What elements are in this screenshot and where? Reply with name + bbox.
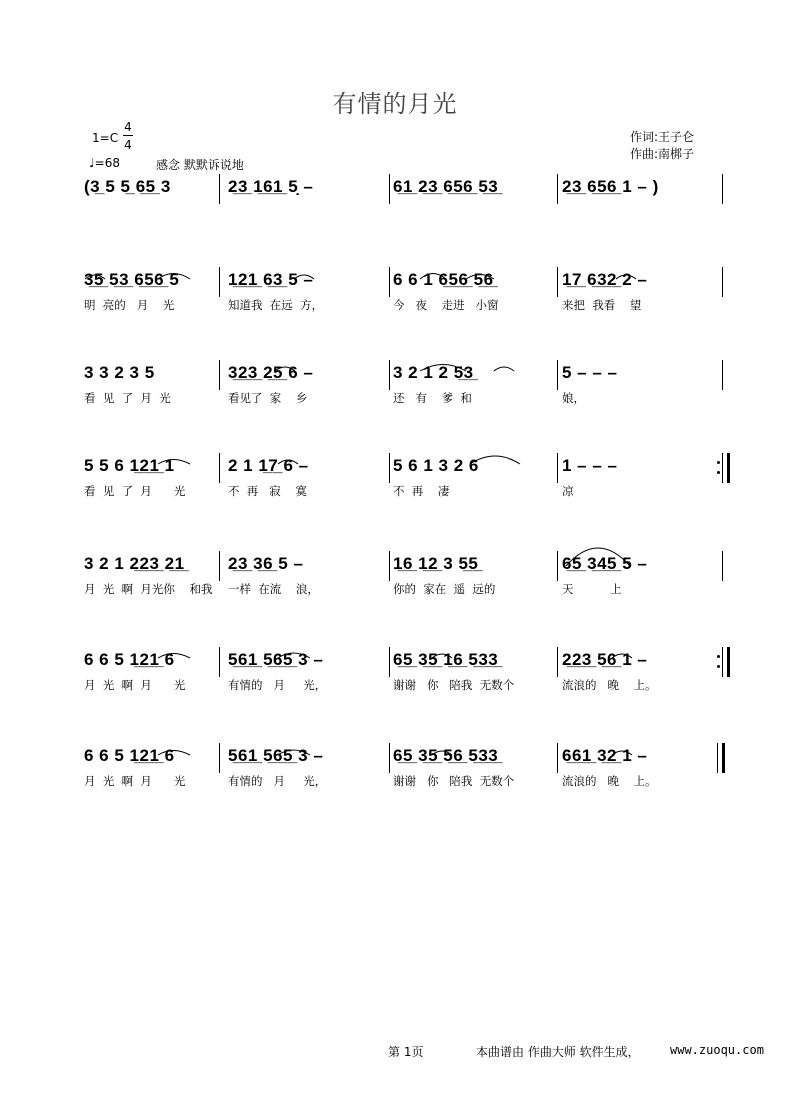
measure-lyrics: 知道我 在远 方，: [228, 298, 324, 312]
measure-lyrics: 谢谢 你 陪我 无数个: [393, 774, 515, 788]
bar-line: [722, 647, 723, 677]
score-system: [0, 457, 790, 505]
measure-notes: 1̲6̲ 1̲2̲ 3 5̲5̲: [393, 554, 479, 573]
bar-line: [557, 551, 558, 581]
bar-line: [389, 743, 390, 773]
bar-line: [389, 453, 390, 483]
measure-notes: 2̲2̲3̲ 5̲6̲ 1 –: [562, 650, 648, 669]
measure-lyrics: 有情的 月 光，: [228, 774, 327, 788]
measure-lyrics: 你的 家在 遥 远的: [393, 582, 496, 596]
measure-notes: 2̲3̲ 6̲5̲6̲ 1 – ): [562, 177, 659, 196]
measure-notes: 2 1 1̲7̲ 6 –: [228, 456, 309, 475]
time-signature-line: [123, 135, 133, 136]
bar-line: [219, 551, 220, 581]
measure-lyrics: 今 夜 走进 小窗: [393, 298, 499, 312]
measure-lyrics: 娘，: [562, 391, 585, 405]
measure-lyrics: 天 上: [562, 582, 622, 596]
measure-lyrics: 谢谢 你 陪我 无数个: [393, 678, 515, 692]
time-signature-top: 4: [124, 120, 132, 134]
page-number: 第 1页: [388, 1045, 424, 1059]
website-url: www.zuoqu.com: [670, 1043, 764, 1057]
expression-mark: 感念 默默诉说地: [156, 158, 244, 172]
measure-lyrics: 有情的 月 光，: [228, 678, 327, 692]
bar-line: [219, 267, 220, 297]
bar-line: [557, 647, 558, 677]
measure-notes: 3̲2̲3̲ 2̲5̲ 6 –: [228, 363, 314, 382]
measure-lyrics: 来把 我看 望: [562, 298, 642, 312]
bar-line: [557, 453, 558, 483]
bar-line: [722, 360, 723, 390]
bar-line: [557, 743, 558, 773]
bar-line: [389, 360, 390, 390]
bar-line: [557, 174, 558, 204]
bar-line: [219, 174, 220, 204]
measure-notes: 1̲7̲ 6̲3̲2̲ 2 –: [562, 270, 648, 289]
bar-line: [722, 174, 723, 204]
bar-line: [389, 267, 390, 297]
measure-notes: 1 – – –: [562, 456, 618, 475]
measure-notes: 6̲5̲ 3̲5̲ 1̲6̲ 5̲3̲3̲: [393, 650, 499, 669]
repeat-bar-line: [727, 453, 730, 483]
time-signature-bottom: 4: [124, 138, 132, 152]
measure-notes: 5̲6̲1̲ 5̲6̲5̲ 3 –: [228, 650, 324, 669]
bar-line: [219, 360, 220, 390]
measure-lyrics: 不 再 凄: [393, 484, 450, 498]
measure-notes: 3 2 1 2 5̲3̲: [393, 363, 474, 382]
measure-notes: 3 2 1 2̲2̲3̲ 2̲1̲: [84, 554, 185, 573]
measure-lyrics: 看 见 了 月 光: [84, 391, 171, 405]
measure-lyrics: 明 亮的 月 光: [84, 298, 175, 312]
measure-lyrics: 月 光 啊 月 光: [84, 678, 186, 692]
key-signature: 1=C: [92, 131, 119, 145]
software-credit: 本曲谱由 作曲大师 软件生成，: [476, 1045, 640, 1059]
score-system: [0, 747, 790, 795]
bar-line: [389, 647, 390, 677]
measure-notes: 6 6 5 1̲2̲1̲ 6: [84, 650, 175, 669]
bar-line: [557, 360, 558, 390]
measure-notes: 6̲5̲ 3̲4̲5̲ 5 –: [562, 554, 648, 573]
measure-lyrics: 流浪的 晚 上。: [562, 774, 657, 788]
measure-notes: 3 3 2 3 5: [84, 363, 155, 382]
bar-line: [389, 551, 390, 581]
bar-line: [557, 267, 558, 297]
measure-lyrics: 不 再 寂 寞: [228, 484, 307, 498]
measure-notes: 2̲3̲ 3̲6̲ 5 –: [228, 554, 304, 573]
measure-notes: 6̲1̲ 2̲3̲ 6̲5̲6̲ 5̲3̲: [393, 177, 499, 196]
measure-notes: 2̲3̲ 1̲6̲1̲ 5̣ –: [228, 177, 314, 196]
measure-lyrics: 月 光 啊 月光你 和我: [84, 582, 213, 596]
song-title: 有情的月光: [332, 90, 458, 118]
measure-lyrics: 看见了 家 乡: [228, 391, 308, 405]
measure-lyrics: 月 光 啊 月 光: [84, 774, 186, 788]
measure-notes: (3̲ 5 5̲ 6̲5̲ 3: [84, 177, 171, 196]
measure-lyrics: 看 见 了 月 光: [84, 484, 186, 498]
bar-line: [219, 743, 220, 773]
repeat-dot: [717, 655, 720, 658]
score-system: [0, 271, 790, 319]
measure-lyrics: 凉: [562, 484, 574, 498]
measure-notes: 6̲5̲ 3̲5̲ 5̲6̲ 5̲3̲3̲: [393, 746, 499, 765]
repeat-dot: [717, 471, 720, 474]
measure-notes: 5̲6̲1̲ 5̲6̲5̲ 3 –: [228, 746, 324, 765]
measure-notes: 3̲5̲ 5̲3̲ 6̲5̲6̲ 5: [84, 270, 180, 289]
bar-line: [722, 551, 723, 581]
composer: 作曲:南梆子: [630, 147, 695, 161]
bar-line: [219, 453, 220, 483]
lyricist: 作词:王子仑: [630, 130, 695, 144]
score-system: [0, 555, 790, 603]
repeat-dot: [717, 461, 720, 464]
score-system: [0, 178, 790, 226]
repeat-bar-line: [727, 647, 730, 677]
measure-notes: 5 6 1 3 2 6: [393, 456, 479, 475]
bar-line: [722, 743, 725, 773]
score-system: [0, 364, 790, 412]
measure-notes: 5 5 6 1̲2̲1̲ 1: [84, 456, 175, 475]
bar-line: [722, 453, 723, 483]
measure-notes: 1̲2̲1̲ 6̲3̲ 5 –: [228, 270, 314, 289]
repeat-dot: [717, 665, 720, 668]
measure-lyrics: 流浪的 晚 上。: [562, 678, 657, 692]
score-system: [0, 651, 790, 699]
measure-notes: 6 6 1 6̲5̲6̲ 5̲6̲: [393, 270, 494, 289]
bar-line: [219, 647, 220, 677]
measure-lyrics: 一样 在流 浪，: [228, 582, 319, 596]
final-bar-line: [717, 743, 718, 773]
bar-line: [722, 267, 723, 297]
measure-lyrics: 还 有 爹 和: [393, 391, 472, 405]
bar-line: [389, 174, 390, 204]
measure-notes: 6 6 5 1̲2̲1̲ 6: [84, 746, 175, 765]
tempo-mark: ♩=68: [89, 156, 120, 170]
measure-notes: 6̲6̲1̲ 3̲2̲ 1 –: [562, 746, 648, 765]
measure-notes: 5 – – –: [562, 363, 618, 382]
